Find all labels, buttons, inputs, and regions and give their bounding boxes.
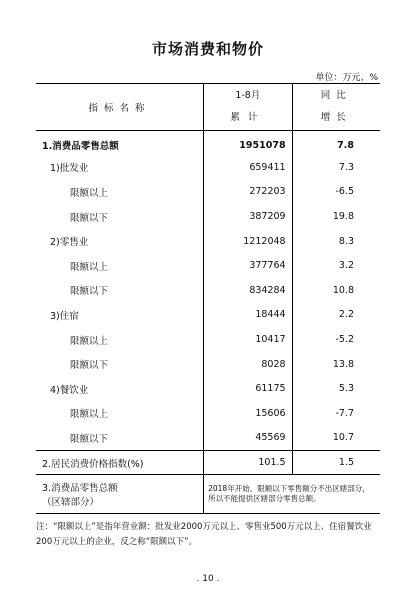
header-yoy-line1: 同比 xyxy=(320,90,352,101)
row-name: 限额以上 xyxy=(36,401,204,426)
table-header xyxy=(36,84,380,131)
table-row xyxy=(36,376,380,401)
table-row xyxy=(36,278,380,303)
table-row xyxy=(36,155,380,180)
unit-label: 单位：万元、% xyxy=(315,73,378,83)
row-value: 18444 xyxy=(204,303,292,328)
row-name: 限额以下 xyxy=(36,278,204,303)
row-name-line1: 3.消费品零售总额 xyxy=(42,483,118,495)
row-value: 45569 xyxy=(204,426,292,451)
row-name: 1)批发业 xyxy=(36,155,204,180)
row-name: 1.消费品零售总额 xyxy=(36,131,204,156)
header-yoy-line2: 增长 xyxy=(320,112,352,123)
row-name: 3)住宿 xyxy=(36,303,204,328)
row-name: 4)餐饮业 xyxy=(36,376,204,401)
header-yoy xyxy=(292,84,380,131)
table-row-district xyxy=(36,475,380,514)
table-row xyxy=(36,229,380,254)
row-name: 2.居民消费价格指数(%) xyxy=(36,450,204,475)
row-growth: 19.8 xyxy=(332,211,354,223)
row-growth: 7.3 xyxy=(338,161,354,173)
row-name: 限额以上 xyxy=(36,253,204,278)
row-growth: -7.7 xyxy=(335,407,354,419)
footnote: 注：“限额以上”是指年营业额：批发业2000万元以上、零售业500万元以上、住宿餐饮业200万元以上的企业，反之称“限额以下”。 xyxy=(36,522,372,547)
row-value: 834284 xyxy=(204,278,292,303)
row-name: 限额以下 xyxy=(36,352,204,377)
row-growth: -5.2 xyxy=(335,334,354,346)
row-name: 限额以下 xyxy=(36,426,204,451)
row-value: 8028 xyxy=(204,352,292,377)
row-value: 61175 xyxy=(204,376,292,401)
table-row xyxy=(36,426,380,451)
table-row xyxy=(36,303,380,328)
stats-table xyxy=(36,83,380,514)
table-row xyxy=(36,204,380,229)
row-value: 377764 xyxy=(204,253,292,278)
row-note: 2018年开始，限额以下零售额分不出区辖部分，所以不能提供区辖部分零售总额。 xyxy=(204,475,380,514)
row-growth: 10.8 xyxy=(332,284,354,296)
table-row xyxy=(36,352,380,377)
row-name-line2: （区辖部分） xyxy=(42,497,100,509)
table-row xyxy=(36,327,380,352)
table-row xyxy=(36,450,380,475)
row-growth: 10.7 xyxy=(332,432,354,444)
row-growth: 5.3 xyxy=(338,383,354,395)
row-name: 限额以下 xyxy=(36,204,204,229)
row-value: 659411 xyxy=(204,155,292,180)
row-value: 387209 xyxy=(204,204,292,229)
row-growth: -6.5 xyxy=(335,186,354,198)
page-title: 市场消费和物价 xyxy=(151,40,264,58)
row-growth: 13.8 xyxy=(332,358,354,370)
row-value: 101.5 xyxy=(204,450,292,475)
row-name: 限额以上 xyxy=(36,327,204,352)
row-name xyxy=(36,475,204,514)
row-growth: 8.3 xyxy=(338,235,354,247)
table-row xyxy=(36,131,380,156)
page-number: . 10 . xyxy=(196,574,220,584)
row-growth: 2.2 xyxy=(338,309,354,321)
header-cumulative-period: 1-8月 xyxy=(235,90,261,101)
table-row xyxy=(36,180,380,205)
row-value: 1212048 xyxy=(204,229,292,254)
row-growth: 3.2 xyxy=(338,260,354,272)
row-value: 1951078 xyxy=(204,131,292,156)
header-indicator-name: 指标名称 xyxy=(36,84,204,131)
header-cumulative xyxy=(204,84,292,131)
row-name: 限额以上 xyxy=(36,180,204,205)
row-value: 10417 xyxy=(204,327,292,352)
row-name: 2)零售业 xyxy=(36,229,204,254)
row-growth: 7.8 xyxy=(337,139,354,151)
row-growth: 1.5 xyxy=(292,450,380,475)
row-value: 15606 xyxy=(204,401,292,426)
row-value: 272203 xyxy=(204,180,292,205)
header-cumulative-label: 累计 xyxy=(230,112,266,123)
table-row xyxy=(36,253,380,278)
table-row xyxy=(36,401,380,426)
